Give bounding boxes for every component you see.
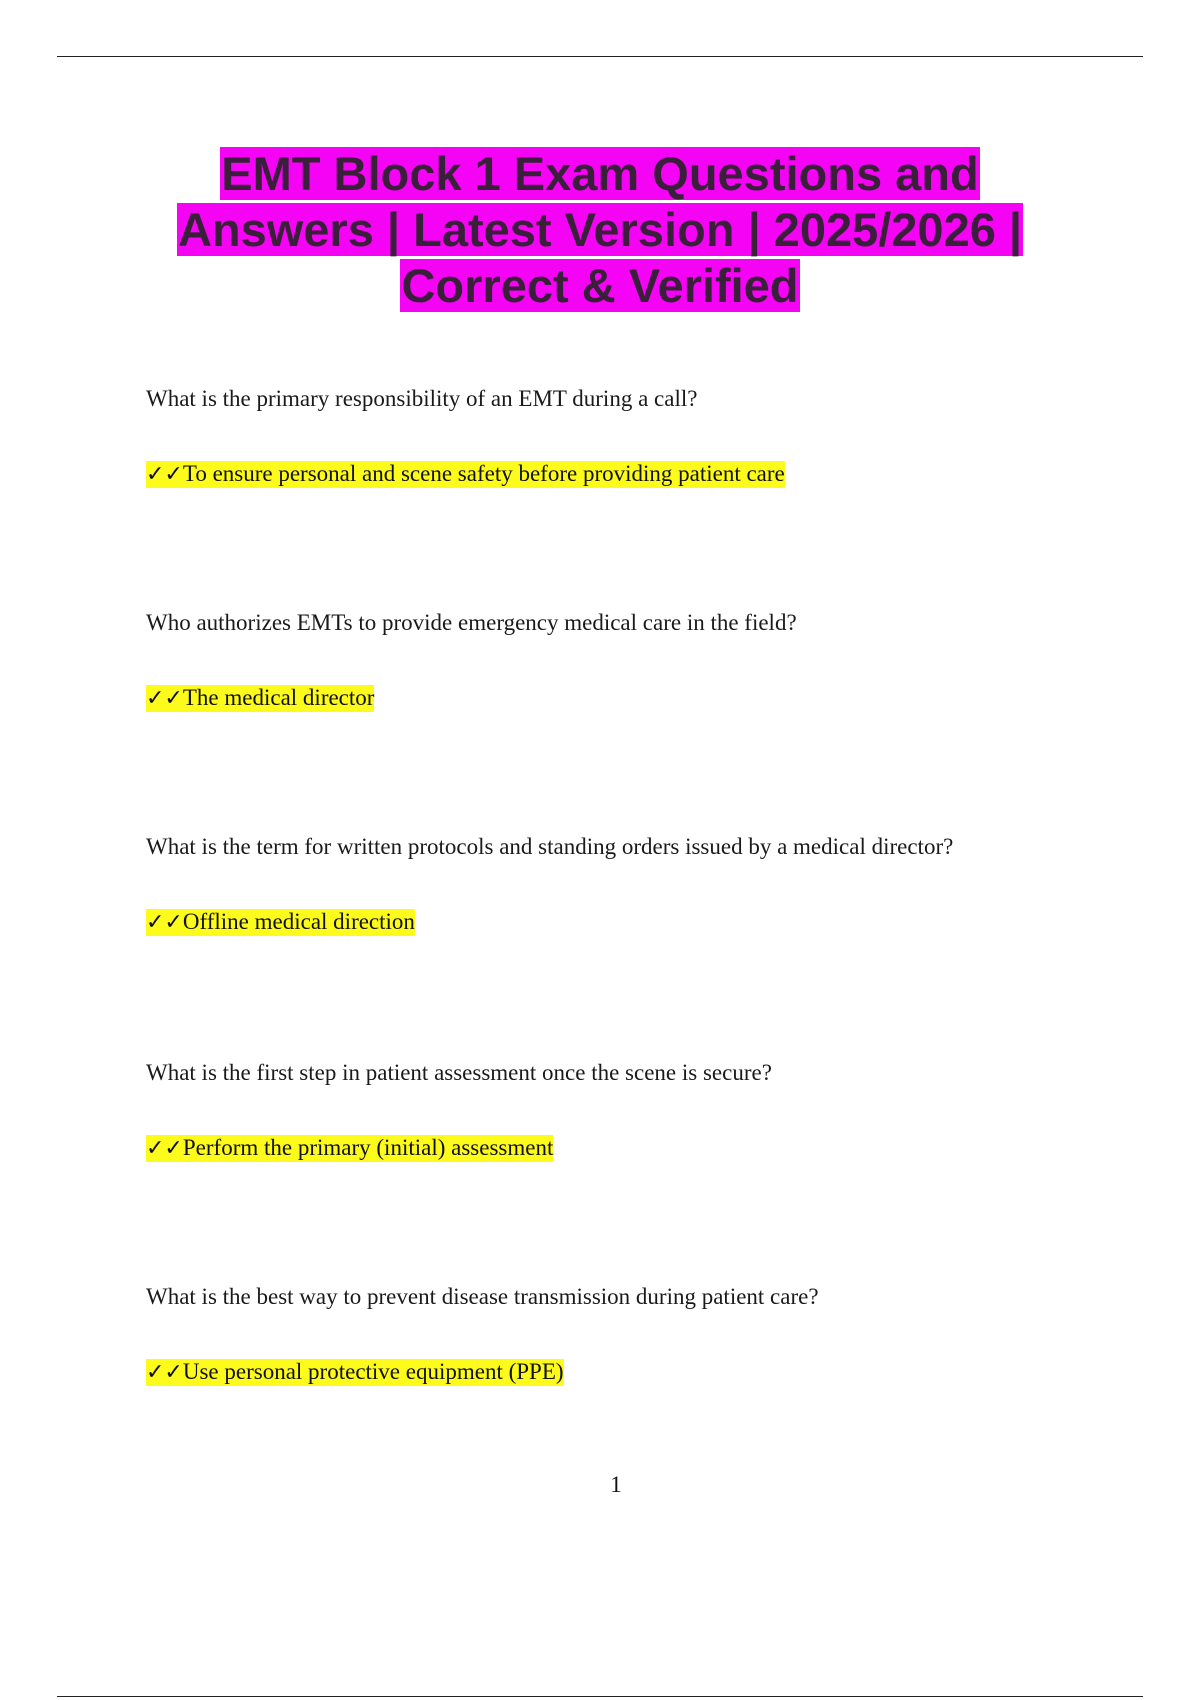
answer-line xyxy=(146,907,1106,938)
answer-highlight xyxy=(146,1359,564,1386)
answer-highlight xyxy=(146,461,785,488)
title-highlight: EMT Block 1 Exam Questions and Answers | Latest Version | 2025/2026 | Correct & Verified xyxy=(177,147,1023,312)
answer-text: To ensure personal and scene safety before providing patient care xyxy=(182,461,785,486)
question-text: What is the term for written protocols and standing orders issued by a medical director? xyxy=(146,834,954,859)
answer-line xyxy=(146,1357,1106,1388)
question-text: What is the first step in patient assessment once the scene is secure? xyxy=(146,1060,772,1085)
double-check-icon: ✓✓ xyxy=(146,1360,183,1385)
question-text: Who authorizes EMTs to provide emergency medical care in the field? xyxy=(146,610,797,635)
answer-highlight xyxy=(146,1135,553,1162)
qa-item xyxy=(146,384,1106,490)
qa-item xyxy=(146,832,1106,938)
double-check-icon: ✓✓ xyxy=(146,910,183,935)
qa-item xyxy=(146,608,1106,714)
page-number: 1 xyxy=(610,1472,622,1497)
qa-item xyxy=(146,1058,1106,1164)
double-check-icon: ✓✓ xyxy=(146,1136,183,1161)
answer-text: Use personal protective equipment (PPE) xyxy=(182,1359,564,1384)
document-title xyxy=(140,146,1060,314)
question-text: What is the best way to prevent disease transmission during patient care? xyxy=(146,1284,819,1309)
answer-line xyxy=(146,683,1106,714)
double-check-icon: ✓✓ xyxy=(146,686,183,711)
answer-highlight xyxy=(146,685,374,712)
bottom-rule xyxy=(57,1696,1143,1697)
answer-line xyxy=(146,459,1106,490)
double-check-icon: ✓✓ xyxy=(146,462,183,487)
answer-highlight xyxy=(146,909,415,936)
question-text: What is the primary responsibility of an EMT during a call? xyxy=(146,386,698,411)
answer-text: Perform the primary (initial) assessment xyxy=(182,1135,554,1160)
qa-item xyxy=(146,1282,1106,1388)
answer-text: Offline medical direction xyxy=(182,909,415,934)
answer-text: The medical director xyxy=(182,685,375,710)
answer-line xyxy=(146,1133,1106,1164)
top-rule xyxy=(57,56,1143,57)
